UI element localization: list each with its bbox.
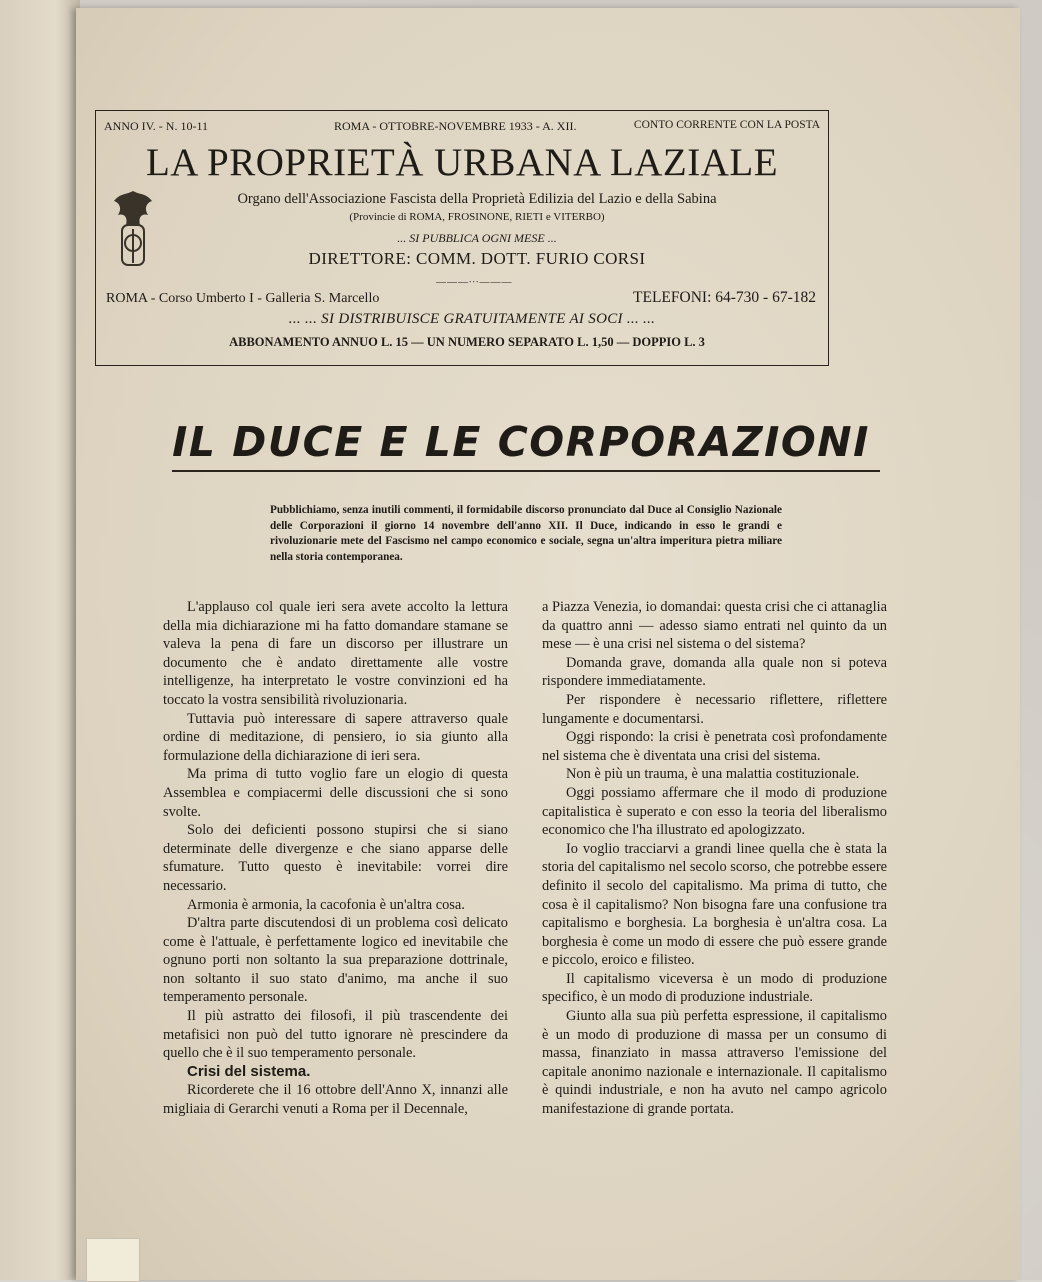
article-column-left bbox=[163, 598, 508, 1119]
headline-underline bbox=[172, 470, 880, 472]
paragraph: Ma prima di tutto voglio fare un elogio di questa Assemblea e compiacermi delle discussioni che si sono svolte. bbox=[163, 766, 508, 820]
provinces-line: (Provincie di ROMA, FROSINONE, RIETI e VITERBO) bbox=[349, 211, 605, 223]
address-line: ROMA - Corso Umberto I - Galleria S. Marcello bbox=[106, 291, 380, 306]
paragraph: Solo dei deficienti possono stupirsi che si siano determinate delle divergenze e che siano apparse delle sfumature. Tutto questo è inevitabile: vorrei dire necessario. bbox=[163, 822, 508, 894]
paragraph: Il capitalismo viceversa è un modo di produzione specifico, è un modo di produzione industriale. bbox=[542, 970, 887, 1006]
subscription-line: ABBONAMENTO ANNUO L. 15 — UN NUMERO SEPARATO L. 1,50 — DOPPIO L. 3 bbox=[229, 335, 705, 349]
paragraph: Armonia è armonia, la cacofonia è un'altra cosa. bbox=[187, 896, 465, 913]
postal-note: CONTO CORRENTE CON LA POSTA bbox=[633, 119, 820, 131]
ornament-divider: ———∙∙∙——— bbox=[436, 277, 513, 288]
paragraph: Io voglio tracciarvi a grandi linee quella che è stata la storia del capitalismo nel secolo scorso, che potrebbe essere definito il secolo del capitalismo. Ma prima di tutto, che cosa è il capitalismo? Non bisogna fare una confusione tra capitalismo e borghesia. La borghesia è un'altra cosa. La borghesia è come un modo di essere che può essere grande e piccolo, eroico e filisteo. bbox=[542, 840, 887, 969]
masthead-top-line bbox=[104, 119, 820, 135]
masthead bbox=[95, 110, 829, 366]
paragraph: Domanda grave, domanda alla quale non si poteva rispondere immediatamente. bbox=[542, 654, 887, 690]
article-intro: Pubblichiamo, senza inutili commenti, il formidabile discorso pronunciato dal Duce al Consiglio Nazionale delle Corporazioni il giorno 14 novembre dell'anno XII. Il Duce, indicando in esso le grandi e rivoluzionarie mete del Fascismo nel campo economico e sociale, segna un'altra imperitura pietra miliare nella storia contemporanea. bbox=[270, 504, 782, 563]
paragraph: Per rispondere è necessario riflettere, riflettere lungamente e documentarsi. bbox=[542, 691, 887, 727]
paragraph: Non è più un trauma, è una malattia costituzionale. bbox=[566, 766, 860, 783]
paragraph: Il più astratto dei filosofi, il più trascendente dei metafisici non può del tutto ignorare nè prescindere da quello che è il suo temperamento personale. bbox=[163, 1008, 508, 1062]
monthly-line: ... SI PUBBLICA OGNI MESE ... bbox=[397, 231, 557, 245]
paragraph: Ricorderete che il 16 ottobre dell'Anno X, innanzi alle migliaia di Gerarchi venuti a Roma per il Decennale, bbox=[163, 1082, 508, 1118]
left-page-edge bbox=[0, 0, 80, 1280]
article-headline: IL DUCE E LE CORPORAZIONI bbox=[172, 418, 870, 466]
paragraph: a Piazza Venezia, io domandai: questa crisi che ci attanaglia da quattro anni — adesso siamo entrati nel quinto da un mese — è una crisi nel sistema o del sistema? bbox=[542, 599, 887, 653]
paragraph: D'altra parte discutendosi di un problema così delicato come è l'attuale, è perfettamente logico ed inevitabile che ognuno porti non soltanto la sua preparazione dottrinale, non soltanto il suo stato d'animo, ma anche il suo temperamento personale. bbox=[163, 915, 508, 1006]
newspaper-title: LA PROPRIETÀ URBANA LAZIALE bbox=[145, 141, 779, 184]
distribution-line: ... ... SI DISTRIBUISCE GRATUITAMENTE AI SOCI ... ... bbox=[288, 311, 656, 327]
paper-tab bbox=[86, 1238, 140, 1282]
issue-number: ANNO IV. - N. 10-11 bbox=[104, 119, 208, 133]
paragraph: Giunto alla sua più perfetta espressione, il capitalismo è un modo di produzione di massa per un consumo di massa, finanziato in massa attraverso l'emissione del capitale anonimo nazionale e internazionale. Il capitalismo è quindi industriale, e non ha avuto nel campo agricolo manifestazione di grande portata. bbox=[542, 1008, 887, 1118]
paragraph: Tuttavia può interessare di sapere attraverso quale ordine di meditazione, di pensiero, io sia giunto alla formulazione della dichiarazione di ieri sera. bbox=[163, 710, 508, 764]
director-line: DIRETTORE: COMM. DOTT. FURIO CORSI bbox=[308, 249, 646, 268]
paragraph: Oggi rispondo: la crisi è penetrata così profondamente nel sistema che è diventata una crisi del sistema. bbox=[542, 729, 887, 764]
section-heading: Crisi del sistema. bbox=[187, 1062, 311, 1080]
organ-subtitle: Organo dell'Associazione Fascista della Proprietà Edilizia del Lazio e della Sabina bbox=[237, 191, 717, 207]
article-column-right bbox=[542, 598, 887, 1119]
paragraph: L'applauso col quale ieri sera avete accolto la lettura della mia dichiarazione mi ha fatto domandare stamane se valeva la pena di fare un discorso per illustrare un documento che è andato direttamente alle vostre intelligenze, ha interpretato le vostre convinzioni ed ha toccato la vostra sensibilità rivoluzionaria. bbox=[163, 599, 508, 708]
issue-date: ROMA - OTTOBRE-NOVEMBRE 1933 - A. XII. bbox=[334, 119, 577, 133]
phone-line: TELEFONI: 64-730 - 67-182 bbox=[633, 289, 816, 306]
paragraph: Oggi possiamo affermare che il modo di produzione capitalistica è superato e con esso la teoria del liberalismo economico che l'ha illustrato ed apologizzato. bbox=[542, 784, 887, 839]
